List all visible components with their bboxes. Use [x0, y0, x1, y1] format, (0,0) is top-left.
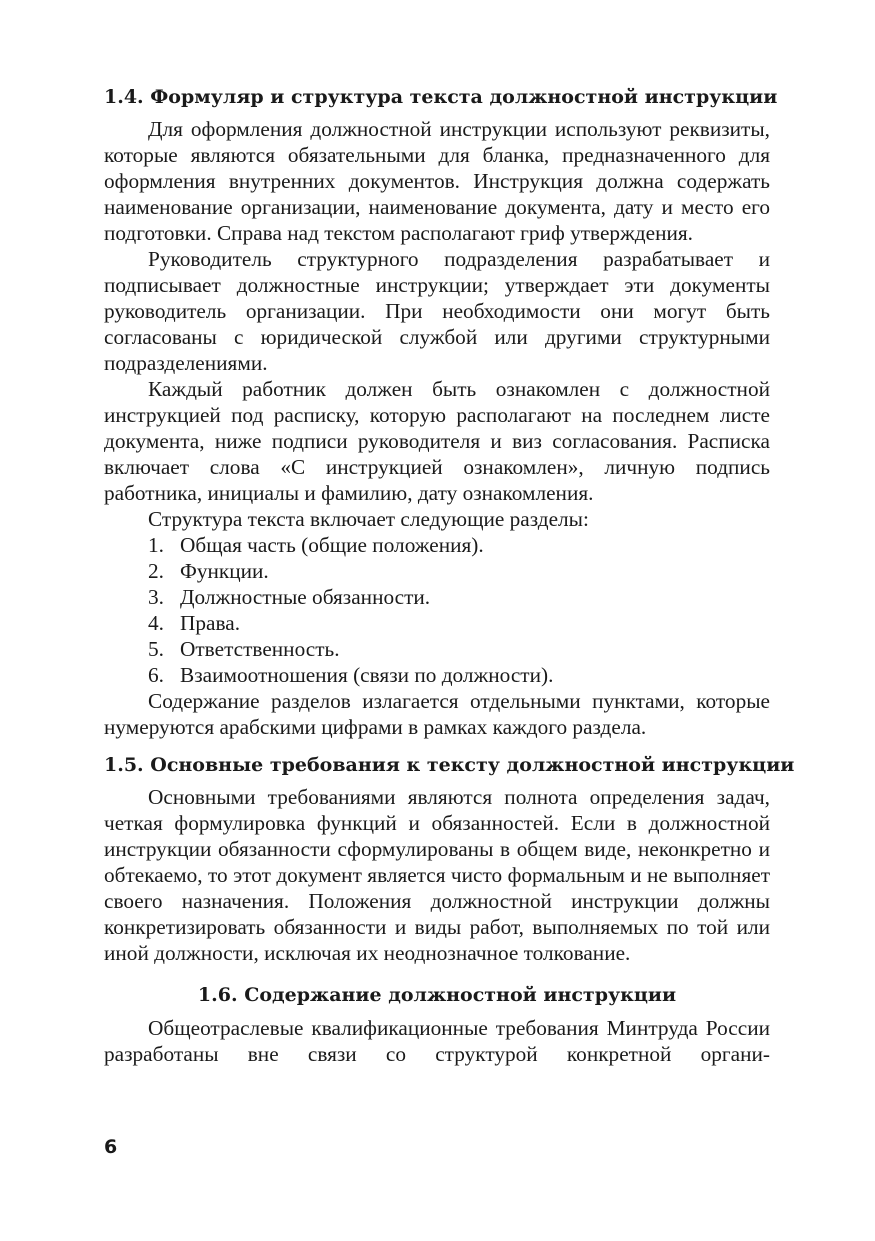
- list-item-text: Взаимоотношения (связи по должности).: [180, 663, 554, 687]
- paragraph: Общеотраслевые квалификационные требования Минтруда России разработаны вне связи со структурой конкретной органи-: [104, 1016, 770, 1066]
- list-item: [104, 636, 770, 662]
- list-item: [104, 610, 770, 636]
- page-number: 6: [104, 1136, 118, 1158]
- list-item: [104, 532, 770, 558]
- list-item-number: 2.: [148, 559, 164, 583]
- list-item: [104, 584, 770, 610]
- list-item-text: Права.: [180, 611, 241, 635]
- list-item-number: 3.: [148, 585, 164, 609]
- list-item-text: Должностные обязанности.: [180, 585, 431, 609]
- section-heading-1-6: 1.6. Содержание должностной инструкции: [197, 984, 677, 1006]
- paragraph: Структура текста включает следующие разделы:: [148, 507, 589, 531]
- paragraph: Каждый работник должен быть ознакомлен с должностной инструкцией под расписку, которую располагают на последнем листе документа, ниже подписи руководителя и виз согласования. Расписка включает слова «С инструкцией ознакомлен», личную подпись работника, инициалы и фамилию, дату ознакомления.: [104, 377, 770, 505]
- list-item: [104, 662, 770, 688]
- list-item-number: 5.: [148, 637, 164, 661]
- paragraph: Основными требованиями являются полнота определения задач, четкая формулировка функций и обязанностей. Если в должностной инструкции обязанности сформулированы в общем виде, неконкретно и обтекаемо, то этот документ является чисто формальным и не выполняет своего назначения. Положения должностной инструкции должны конкретизировать обязанности и виды работ, выполняемых по той или иной должности, исключая их неоднозначное толкование.: [104, 785, 770, 965]
- page-body: [104, 84, 795, 1067]
- paragraph: Для оформления должностной инструкции используют реквизиты, которые являются обязательными для бланка, предназначенного для оформления внутренних документов. Инструкция должна содержать наименование организации, наименование документа, дату и место его подготовки. Справа над текстом располагают гриф утверждения.: [104, 117, 770, 245]
- list-item-number: 4.: [148, 611, 164, 635]
- list-item-number: 6.: [148, 663, 164, 687]
- list-item-text: Ответственность.: [180, 637, 340, 661]
- structure-list: [104, 532, 770, 688]
- list-item-number: 1.: [148, 533, 164, 557]
- paragraph: Содержание разделов излагается отдельными пунктами, которые нумеруются арабскими цифрами в рамках каждого раздела.: [104, 689, 770, 739]
- list-item-text: Функции.: [180, 559, 269, 583]
- section-heading-1-5: 1.5. Основные требования к тексту должностной инструкции: [104, 754, 795, 776]
- list-item: [104, 558, 770, 584]
- list-item-text: Общая часть (общие положения).: [180, 533, 484, 557]
- paragraph: Руководитель структурного подразделения разрабатывает и подписывает должностные инструкции; утверждает эти документы руководитель организации. При необходимости они могут быть согласованы с юридической службой или другими структурными подразделениями.: [104, 247, 770, 375]
- section-heading-1-4: 1.4. Формуляр и структура текста должностной инструкции: [104, 86, 778, 108]
